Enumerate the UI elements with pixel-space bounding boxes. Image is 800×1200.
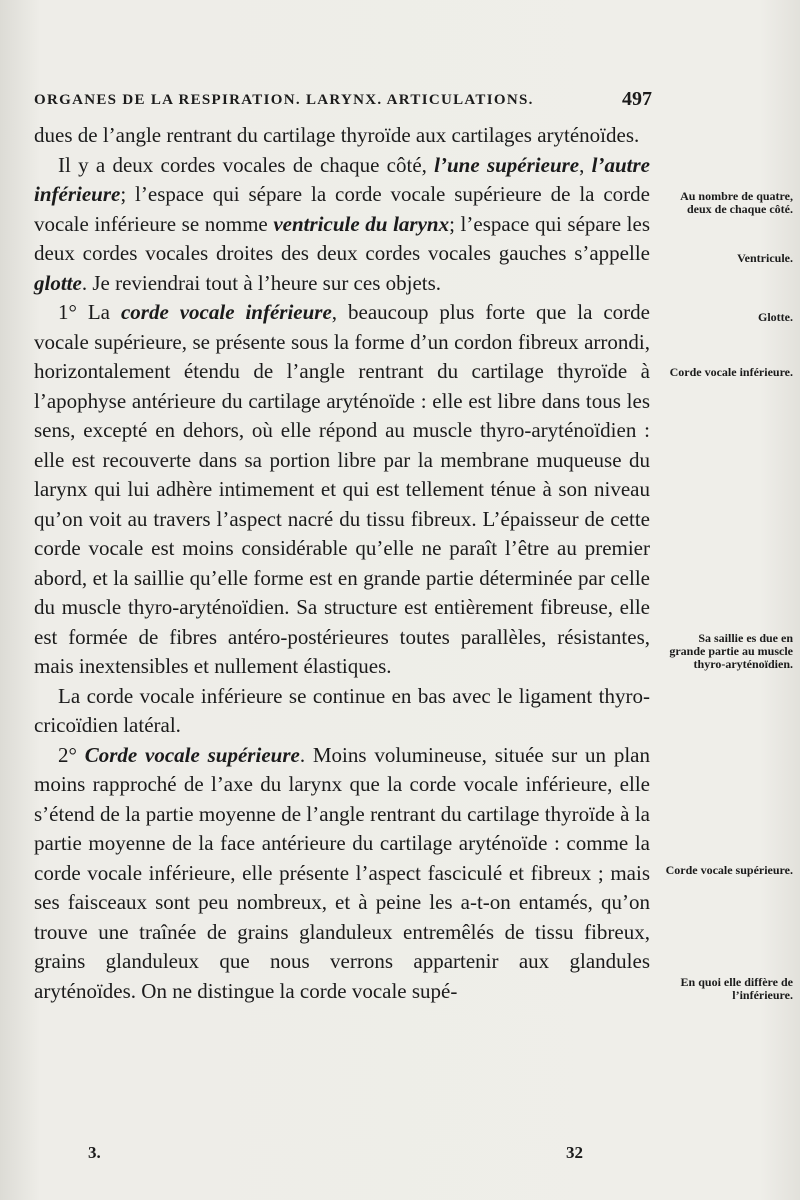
margin-note-ventricule: Ventricule. bbox=[737, 251, 793, 265]
running-title: ORGANES DE LA RESPIRATION. LARYNX. ARTICULATIONS. bbox=[34, 92, 534, 108]
paragraph-corde-inferieure: 1° La corde vocale inférieure, beaucoup plus forte que la corde vocale supérieure, se présente sous la forme d’un cordon fibreux arrondi, horizontalement étendu de l’angle rentrant du cartilage thyroïde à l’apophyse antérieure du cartilage aryténoïde : elle est libre dans tous les sens, excepté en dehors, où elle répond au muscle thyro-aryténoïdien : elle est recouverte dans sa portion libre par la membrane muqueuse du larynx qui lui adhère intimement et qui est tellement ténue à son niveau qu’on voit au travers l’aspect nacré du tissu fibreux. L’épaisseur de cette corde vocale est moins considérable qu’elle ne paraît l’être au premier abord, et la saillie qu’elle forme est en grande partie déterminée par celle du muscle thyro-aryténoïdien. Sa structure est entièrement fibreuse, elle est formée de fibres antéro-postérieures toutes parallèles, résistantes, mais inextensibles et nullement élastiques. bbox=[34, 300, 650, 678]
margin-note-difference: En quoi elle diffère de l’inférieure. bbox=[680, 975, 793, 1002]
margin-note-corde-inferieure: Corde vocale inférieure. bbox=[669, 365, 793, 379]
margin-note-saillie: Sa saillie es due en grande partie au muscle thyro-aryténoïdien. bbox=[669, 631, 793, 671]
footer-sheet-number: 32 bbox=[566, 1143, 583, 1162]
paragraph-continuation: dues de l’angle rentrant du cartilage thyroïde aux cartilages aryténoïdes. bbox=[34, 123, 640, 147]
footer-signature: 3. bbox=[88, 1143, 101, 1162]
running-header bbox=[34, 88, 652, 110]
margin-note-glotte: Glotte. bbox=[758, 310, 793, 324]
page-number: 497 bbox=[622, 88, 652, 110]
margin-note-nombre: Au nombre de quatre, deux de chaque côté. bbox=[680, 189, 793, 216]
paragraph-corde-superieure: 2° Corde vocale supérieure. Moins volumineuse, située sur un plan moins rapproché de l’axe du larynx que la corde vocale inférieure, elle s’étend de la partie moyenne de l’angle rentrant du cartilage thyroïde à la partie moyenne de la face antérieure du cartilage aryténoïde : comme la corde vocale inférieure, elle présente l’aspect fasciculé et fibreux ; mais ses faisceaux sont peu nombreux, et à peine les a-t-on entamés, qu’on trouve une traînée de grains glanduleux entremêlés de tissu fibreux, grains glanduleux que nous verrons appartenir aux glandules aryténoïdes. On ne distingue la corde vocale supé- bbox=[34, 742, 650, 1003]
main-text bbox=[34, 121, 650, 1006]
paragraph-cordes-vocales: Il y a deux cordes vocales de chaque côté, l’une supérieure, l’autre inférieure; l’espace qui sépare la corde vocale supérieure de la corde vocale inférieure se nomme ventricule du larynx; l’espace qui sépare les deux cordes vocales droites des deux cordes vocales gauches s’appelle glotte. Je reviendrai tout à l’heure sur ces objets. bbox=[34, 152, 650, 295]
paragraph-continuation-ligament: La corde vocale inférieure se continue en bas avec le ligament thyro-cricoïdien latéral. bbox=[34, 683, 650, 737]
margin-note-corde-superieure: Corde vocale supérieure. bbox=[665, 863, 793, 877]
